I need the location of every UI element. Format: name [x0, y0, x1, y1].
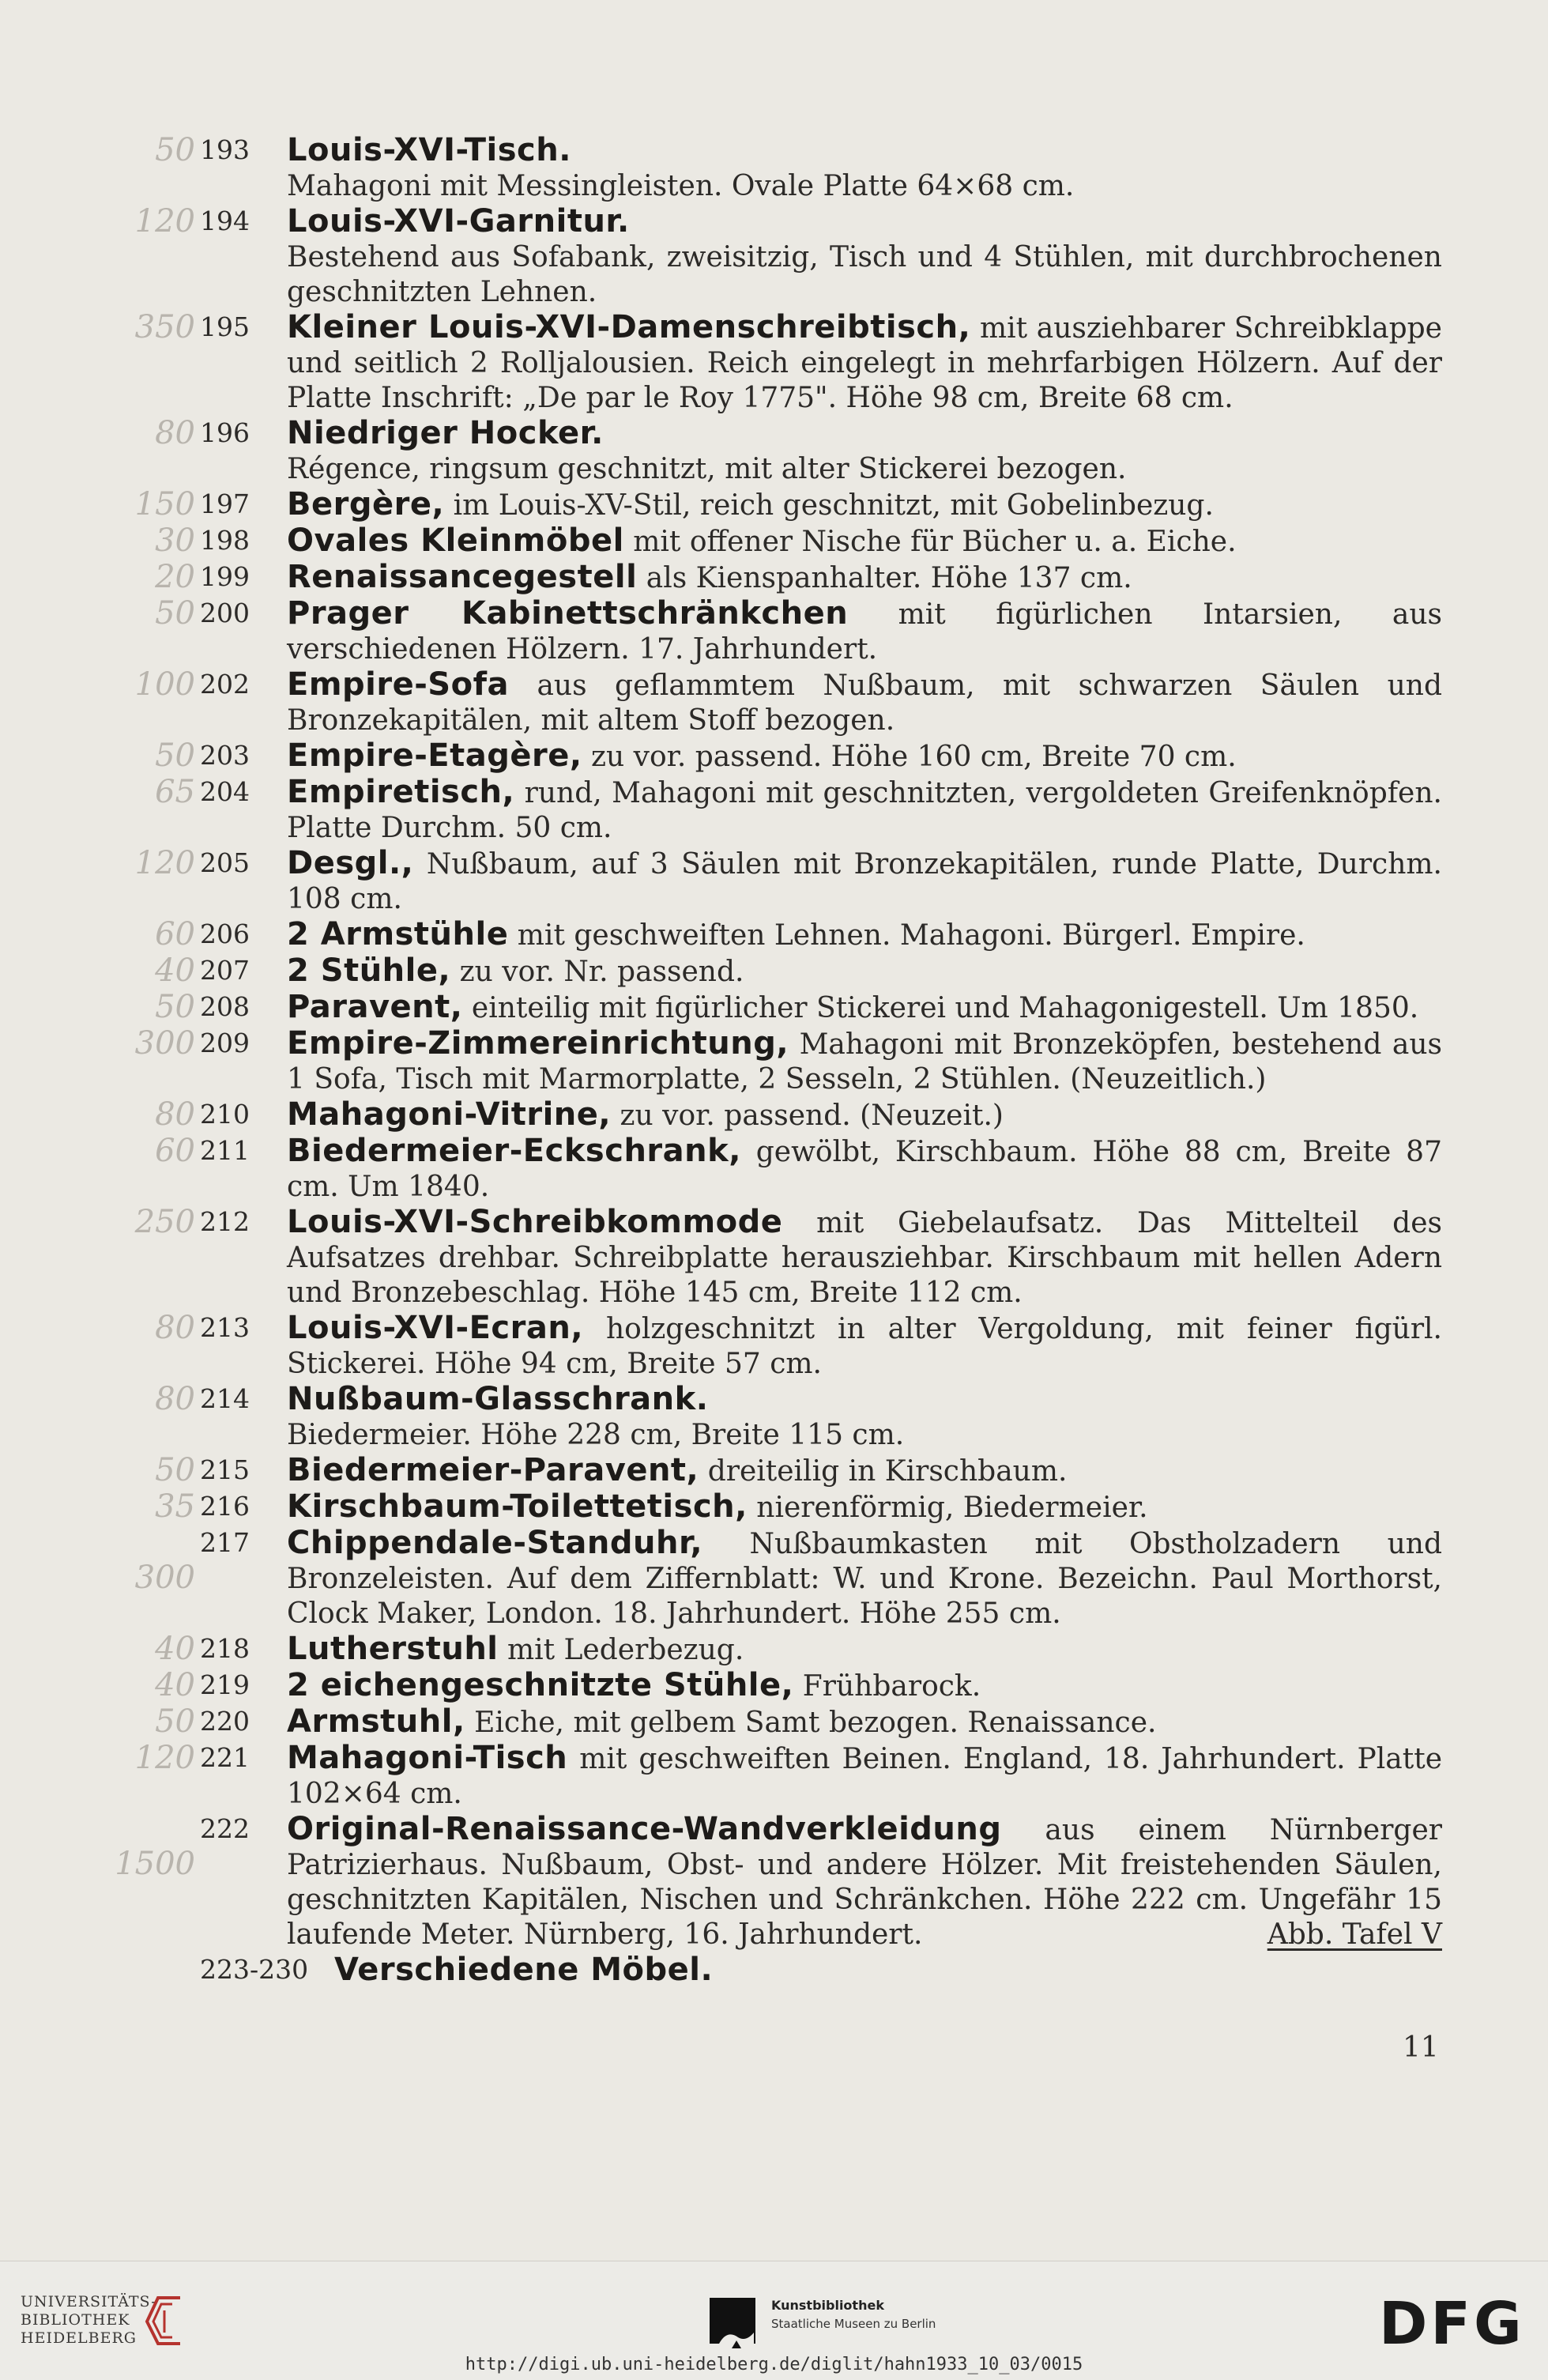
lot-title: 2 Stühle,: [287, 952, 451, 989]
handwritten-price-note: 40: [155, 1631, 195, 1667]
handwritten-price-note: 35: [155, 1488, 195, 1525]
catalog-entry: [0, 953, 1548, 990]
lot-number: 218: [200, 1633, 250, 1664]
lot-number: 211: [200, 1135, 250, 1166]
lot-number: 223-230: [200, 1954, 309, 1985]
lot-text: [287, 560, 1442, 596]
handwritten-price-note: 80: [155, 1096, 195, 1133]
lot-title: Empire-Sofa: [287, 666, 509, 703]
lot-number: 206: [200, 918, 250, 949]
lot-description: Nußbaumkasten mit Obstholzadern und Bronzeleisten. Auf dem Ziffernblatt: W. und Krone. Bezeichn. Paul Morthorst, Clock Maker, London. 18. Jahrhundert. Höhe 255 cm.: [287, 1528, 1442, 1630]
lot-number: 205: [200, 847, 250, 878]
lot-description: aus geflammtem Nußbaum, mit schwarzen Säulen und Bronzekapitälen, mit altem Stoff bezogen.: [287, 669, 1442, 737]
lot-number: 198: [200, 525, 250, 556]
catalog-entry: [0, 416, 1548, 487]
handwritten-price-note: 60: [155, 916, 195, 952]
lot-description: zu vor. passend. (Neuzeit.): [620, 1099, 1004, 1132]
lot-title: Verschiedene Möbel.: [334, 1952, 714, 1988]
lot-text: [287, 667, 1442, 738]
lot-title: Empire-Zimmereinrichtung,: [287, 1025, 789, 1062]
lot-title: Paravent,: [287, 989, 463, 1025]
lot-description: mit geschweiften Beinen. England, 18. Jahrhundert. Platte 102×64 cm.: [287, 1743, 1442, 1810]
catalog-entry: [0, 917, 1548, 953]
lot-title: Desgl.,: [287, 845, 414, 881]
catalog-entry: [0, 1382, 1548, 1453]
handwritten-price-note: 50: [155, 595, 195, 632]
catalog-entry: [0, 310, 1548, 416]
lot-description: rund, Mahagoni mit geschnitzten, vergoldeten Greifenknöpfen. Platte Durchm. 50 cm.: [287, 777, 1442, 844]
handwritten-price-note: 30: [155, 522, 195, 559]
catalog-entry: [0, 1952, 1548, 1992]
handwritten-price-note: 50: [155, 132, 195, 168]
plate-reference: Abb. Tafel V: [1267, 1918, 1442, 1951]
handwritten-price-note: 250: [134, 1204, 195, 1240]
lot-description: Biedermeier. Höhe 228 cm, Breite 115 cm.: [287, 1419, 905, 1451]
lot-text: [287, 204, 1442, 310]
lot-description: nierenförmig, Biedermeier.: [756, 1492, 1148, 1524]
catalog-entry: [0, 1668, 1548, 1704]
lot-title: 2 Armstühle: [287, 916, 509, 952]
lot-number: 203: [200, 740, 250, 771]
lot-number: 214: [200, 1383, 250, 1414]
lot-description: aus einem Nürnberger Patrizierhaus. Nußbaum, Obst- und andere Hölzer. Mit freistehenden Säulen, geschnitzten Kapitälen, Nischen und Schränkchen. Höhe 222 cm. Ungefähr 15 laufende Meter. Nürnberg, 16. Jahrhundert.: [287, 1814, 1442, 1951]
catalog-entry: [0, 487, 1548, 523]
lot-number: 215: [200, 1454, 250, 1485]
catalog-entry: [0, 596, 1548, 667]
lot-text: [287, 1026, 1442, 1097]
lot-title: Nußbaum-Glasschrank.: [287, 1381, 709, 1417]
lot-description: mit ausziehbarer Schreibklappe und seitlich 2 Rolljalousien. Reich eingelegt in mehrfarbigen Hölzern. Auf der Platte Inschrift: „De par le Roy 1775". Höhe 98 cm, Breite 68 cm.: [287, 312, 1442, 414]
university-library-name: [21, 2293, 157, 2348]
lot-text: [287, 523, 1442, 560]
handwritten-price-note: 20: [155, 559, 195, 595]
lot-number: 197: [200, 488, 250, 519]
lot-title: Armstuhl,: [287, 1703, 465, 1740]
handwritten-price-note: 300: [134, 1560, 195, 1596]
lot-title: Chippendale-Standuhr,: [287, 1525, 703, 1561]
catalog-entry: [0, 1704, 1548, 1741]
lot-number: 195: [200, 311, 250, 342]
handwritten-price-note: 1500: [115, 1846, 195, 1882]
lot-title: Biedermeier-Paravent,: [287, 1452, 699, 1488]
catalog-entries: [0, 133, 1548, 1992]
lot-text: [287, 775, 1442, 846]
lot-description: Nußbaum, auf 3 Säulen mit Bronzekapitälen, runde Platte, Durchm. 108 cm.: [287, 848, 1442, 915]
lot-number: 222: [200, 1813, 250, 1844]
university-line-2: BIBLIOTHEK: [21, 2311, 130, 2329]
lot-text: [287, 487, 1442, 523]
lot-number: 202: [200, 669, 250, 700]
handwritten-price-note: 65: [155, 774, 195, 810]
page-number: 11: [1403, 2031, 1439, 2064]
lot-text: [287, 1741, 1442, 1812]
catalog-entry: [0, 1133, 1548, 1205]
lot-number: 200: [200, 598, 250, 628]
catalog-entry: [0, 1026, 1548, 1097]
kunstbibliothek-subtitle: Staatliche Museen zu Berlin: [771, 2317, 936, 2331]
catalog-entry: [0, 990, 1548, 1026]
catalog-entry: [0, 1311, 1548, 1382]
lot-number: 221: [200, 1742, 250, 1773]
lot-text: [287, 416, 1442, 487]
university-emblem-icon: [141, 2293, 188, 2348]
lot-number: 196: [200, 417, 250, 448]
lot-text: [287, 1453, 1442, 1489]
lot-title: Kleiner Louis-XVI-Damenschreibtisch,: [287, 309, 971, 345]
university-line-3: HEIDELBERG: [21, 2329, 137, 2347]
lot-number: 199: [200, 561, 250, 592]
lot-description: zu vor. passend. Höhe 160 cm, Breite 70 cm.: [591, 741, 1237, 773]
lot-text: [287, 953, 1442, 990]
lot-number: 212: [200, 1206, 250, 1237]
catalog-entry: [0, 1453, 1548, 1489]
lot-number: 208: [200, 991, 250, 1022]
lot-description: dreiteilig in Kirschbaum.: [707, 1455, 1068, 1488]
lot-description: holzgeschnitzt in alter Vergoldung, mit feiner figürl. Stickerei. Höhe 94 cm, Breite 57 cm.: [287, 1313, 1442, 1380]
university-library-logo[interactable]: [21, 2293, 157, 2348]
lot-description: im Louis-XV-Stil, reich geschnitzt, mit Gobelinbezug.: [453, 489, 1214, 522]
lot-title: Empire-Etagère,: [287, 737, 582, 774]
lot-title: Louis-XVI-Tisch.: [287, 132, 571, 168]
lot-text: [287, 1668, 1442, 1704]
footer-bar: [0, 2261, 1548, 2380]
university-line-1: UNIVERSITÄTS-: [21, 2293, 157, 2310]
lot-description: zu vor. Nr. passend.: [459, 956, 744, 988]
lot-text: [287, 1489, 1442, 1526]
lot-text: [287, 1097, 1442, 1133]
lot-text: [287, 1631, 1442, 1668]
lot-title: Renaissancegestell: [287, 559, 638, 595]
lot-description: mit geschweiften Lehnen. Mahagoni. Bürgerl. Empire.: [517, 919, 1305, 952]
lot-number: 209: [200, 1028, 250, 1058]
catalog-entry: [0, 1205, 1548, 1311]
lot-title: Biedermeier-Eckschrank,: [287, 1133, 741, 1169]
lot-description: einteilig mit figürlicher Stickerei und Mahagonigestell. Um 1850.: [471, 992, 1419, 1024]
handwritten-price-note: 120: [134, 845, 195, 881]
kunstbibliothek-emblem-icon: [708, 2296, 757, 2348]
catalog-entry: [0, 1812, 1548, 1952]
handwritten-price-note: 80: [155, 1381, 195, 1417]
handwritten-price-note: 50: [155, 1703, 195, 1740]
handwritten-price-note: 50: [155, 737, 195, 774]
lot-text: [287, 596, 1442, 667]
lot-text: [287, 738, 1442, 775]
handwritten-price-note: 80: [155, 415, 195, 451]
handwritten-price-note: 50: [155, 1452, 195, 1488]
handwritten-price-note: 100: [134, 666, 195, 703]
handwritten-price-note: 300: [134, 1025, 195, 1062]
lot-description: gewölbt, Kirschbaum. Höhe 88 cm, Breite 87 cm. Um 1840.: [287, 1136, 1442, 1203]
lot-title: Louis-XVI-Schreibkommode: [287, 1204, 783, 1240]
lot-number: 216: [200, 1491, 250, 1522]
lot-description: mit Giebelaufsatz. Das Mittelteil des Aufsatzes drehbar. Schreibplatte herausziehbar. Kirschbaum mit hellen Adern und Bronzebeschlag. Höhe 145 cm, Breite 112 cm.: [287, 1207, 1442, 1309]
catalog-entry: [0, 1489, 1548, 1526]
lot-text: [287, 846, 1442, 917]
lot-text: [287, 917, 1442, 953]
lot-text: [287, 1526, 1442, 1631]
lot-description: Bestehend aus Sofabank, zweisitzig, Tisch und 4 Stühlen, mit durchbrochenen geschnitzten Lehnen.: [287, 241, 1442, 308]
catalog-entry: [0, 1741, 1548, 1812]
lot-title: Bergère,: [287, 486, 445, 522]
permalink-url[interactable]: http://digi.ub.uni-heidelberg.de/diglit/hahn1933_10_03/0015: [465, 2355, 1083, 2374]
lot-number: 210: [200, 1099, 250, 1130]
handwritten-price-note: 40: [155, 1667, 195, 1703]
handwritten-price-note: 60: [155, 1133, 195, 1169]
lot-title: Original-Renaissance-Wandverkleidung: [287, 1811, 1002, 1847]
catalog-entry: [0, 560, 1548, 596]
lot-text: [287, 1382, 1442, 1453]
lot-title: Prager Kabinettschränkchen: [287, 595, 849, 632]
dfg-logo[interactable]: DFG: [1379, 2290, 1525, 2358]
lot-title: Kirschbaum-Toilettetisch,: [287, 1488, 748, 1525]
lot-description: mit figürlichen Intarsien, aus verschiedenen Hölzern. 17. Jahrhundert.: [287, 598, 1442, 666]
lot-description: Mahagoni mit Bronzeköpfen, bestehend aus 1 Sofa, Tisch mit Marmorplatte, 2 Sesseln, 2 Stühlen. (Neuzeitlich.): [287, 1028, 1442, 1096]
lot-title: 2 eichengeschnitzte Stühle,: [287, 1667, 794, 1703]
catalog-entry: [0, 133, 1548, 204]
lot-title: Mahagoni-Tisch: [287, 1740, 568, 1776]
handwritten-price-note: 80: [155, 1310, 195, 1346]
catalog-entry: [0, 523, 1548, 560]
handwritten-price-note: 150: [134, 486, 195, 522]
lot-text: [287, 1704, 1442, 1741]
handwritten-price-note: 350: [134, 309, 195, 345]
lot-description: mit offener Nische für Bücher u. a. Eiche.: [633, 526, 1237, 558]
lot-title: Niedriger Hocker.: [287, 415, 604, 451]
catalog-entry: [0, 204, 1548, 310]
lot-description: Eiche, mit gelbem Samt bezogen. Renaissance.: [474, 1707, 1157, 1739]
kunstbibliothek-logo[interactable]: [708, 2296, 945, 2350]
lot-title: Louis-XVI-Garnitur.: [287, 203, 630, 240]
lot-number: 217: [200, 1527, 250, 1558]
lot-text: [287, 133, 1442, 204]
lot-number: 193: [200, 134, 250, 165]
catalog-entry: [0, 1631, 1548, 1668]
lot-text: [287, 990, 1442, 1026]
lot-description: als Kienspanhalter. Höhe 137 cm.: [646, 562, 1132, 594]
kunstbibliothek-name: Kunstbibliothek: [771, 2298, 884, 2313]
lot-description: Régence, ringsum geschnitzt, mit alter Stickerei bezogen.: [287, 453, 1127, 485]
lot-text: [287, 1311, 1442, 1382]
catalog-entry: [0, 775, 1548, 846]
lot-text: [287, 1205, 1442, 1311]
handwritten-price-note: 50: [155, 989, 195, 1025]
lot-title: Empiretisch,: [287, 774, 515, 810]
lot-number: 204: [200, 776, 250, 807]
lot-text: [287, 1133, 1442, 1205]
lot-number: 207: [200, 955, 250, 986]
lot-number: 194: [200, 206, 250, 236]
lot-number: 220: [200, 1706, 250, 1737]
catalog-entry: [0, 738, 1548, 775]
lot-title: Ovales Kleinmöbel: [287, 522, 624, 559]
lot-number: 213: [200, 1312, 250, 1343]
lot-text: [287, 1812, 1442, 1952]
handwritten-price-note: 120: [134, 1740, 195, 1776]
lot-title: Louis-XVI-Ecran,: [287, 1310, 584, 1346]
lot-description: mit Lederbezug.: [507, 1634, 744, 1666]
lot-description: Frühbarock.: [802, 1670, 981, 1703]
catalog-entry: [0, 1526, 1548, 1631]
handwritten-price-note: 120: [134, 203, 195, 240]
lot-description: Mahagoni mit Messingleisten. Ovale Platte 64×68 cm.: [287, 170, 1075, 202]
catalog-entry: [0, 1097, 1548, 1133]
catalog-entry: [0, 846, 1548, 917]
handwritten-price-note: 40: [155, 952, 195, 989]
lot-title: Lutherstuhl: [287, 1631, 499, 1667]
lot-number: 219: [200, 1669, 250, 1700]
lot-title: Mahagoni-Vitrine,: [287, 1096, 612, 1133]
catalog-entry: [0, 667, 1548, 738]
lot-text: [287, 310, 1442, 416]
